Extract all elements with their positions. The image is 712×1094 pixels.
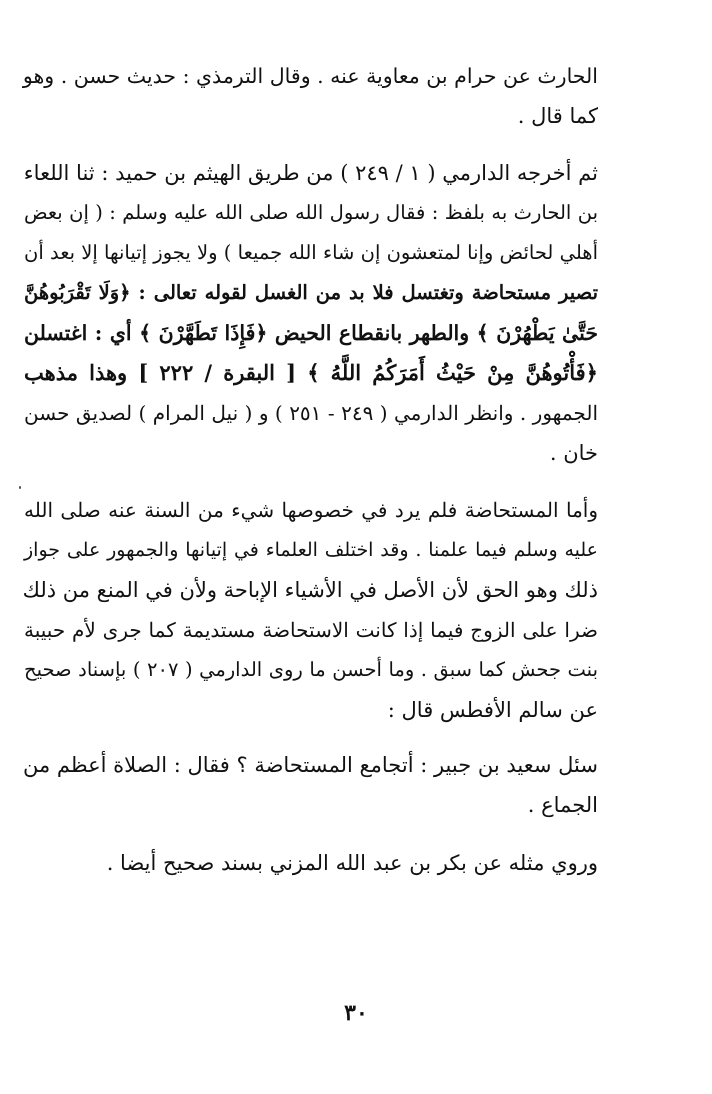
text-line: تصير مستحاضة وتغتسل فلا بد من الغسل لقوله تعالى : ﴿وَلَا تَقْرَبُوهُنَّ (24, 281, 598, 304)
text-line: عن سالم الأفطس قال : (387, 698, 598, 722)
text-line: ذلك وهو الحق لأن الأصل في الأشياء الإباحة ولأن في المنع من ذلك (22, 578, 598, 602)
text-line: وأما المستحاضة فلم يرد في خصوصها شيء من السنة عنه صلى الله (24, 498, 598, 522)
text-line: الجماع . (527, 793, 598, 817)
text-line: أهلي لحائض وإنا لمتعشون إن شاء الله جميعا ) ولا يجوز إتيانها إلا بعد أن (24, 241, 598, 264)
text-line: وروي مثله عن بكر بن عبد الله المزني بسند صحيح أيضا . (106, 851, 598, 875)
text-line: حَتَّىٰ يَطْهُرْنَ ﴾ والطهر بانقطاع الحيض ﴿فَإِذَا تَطَهَّرْنَ ﴾ أي : اغتسلن (24, 321, 598, 345)
page-number: ٣٠ (344, 1000, 368, 1026)
text-line: خان . (549, 441, 598, 465)
paragraph-3 (24, 490, 598, 730)
text-line: بن الحارث به بلفظ : فقال رسول الله صلى الله عليه وسلم : ( إن بعض (24, 201, 598, 224)
text-line: ضرا على الزوج فيما إذا كانت الاستحاضة مستديمة كما جرى لأم حبيبة (24, 618, 598, 642)
text-line: ﴿فَأْتُوهُنَّ مِنْ حَيْثُ أَمَرَكُمُ اللَّهُ ﴾ [ البقرة / ٢٢٢ ] وهذا مذهب (24, 360, 598, 385)
paragraph-1 (24, 56, 598, 136)
text-line: سئل سعيد بن جبير : أتجامع المستحاضة ؟ فقال : الصلاة أعظم من (22, 753, 598, 777)
text-line: بنت جحش كما سبق . وما أحسن ما روى الدارمي ( ٢٠٧ ) بإسناد صحيح (24, 658, 598, 681)
scan-speck (19, 486, 21, 489)
text-line: الجمهور . وانظر الدارمي ( ٢٤٩ - ٢٥١ ) و ( نيل المرام ) لصديق حسن (24, 401, 598, 425)
paragraph-5 (24, 843, 598, 883)
text-line: الحارث عن حرام بن معاوية عنه . وقال الترمذي : حديث حسن . وهو (22, 64, 598, 88)
paragraph-2 (24, 153, 598, 473)
text-line: عليه وسلم فيما علمنا . وقد اختلف العلماء في إتيانها والجمهور على جواز (24, 539, 598, 561)
text-line: ثم أخرجه الدارمي ( ١ / ٢٤٩ ) من طريق الهيثم بن حميد : ثنا اللعاء (23, 161, 598, 185)
text-line: كما قال . (517, 104, 598, 128)
paragraph-4 (24, 745, 598, 825)
